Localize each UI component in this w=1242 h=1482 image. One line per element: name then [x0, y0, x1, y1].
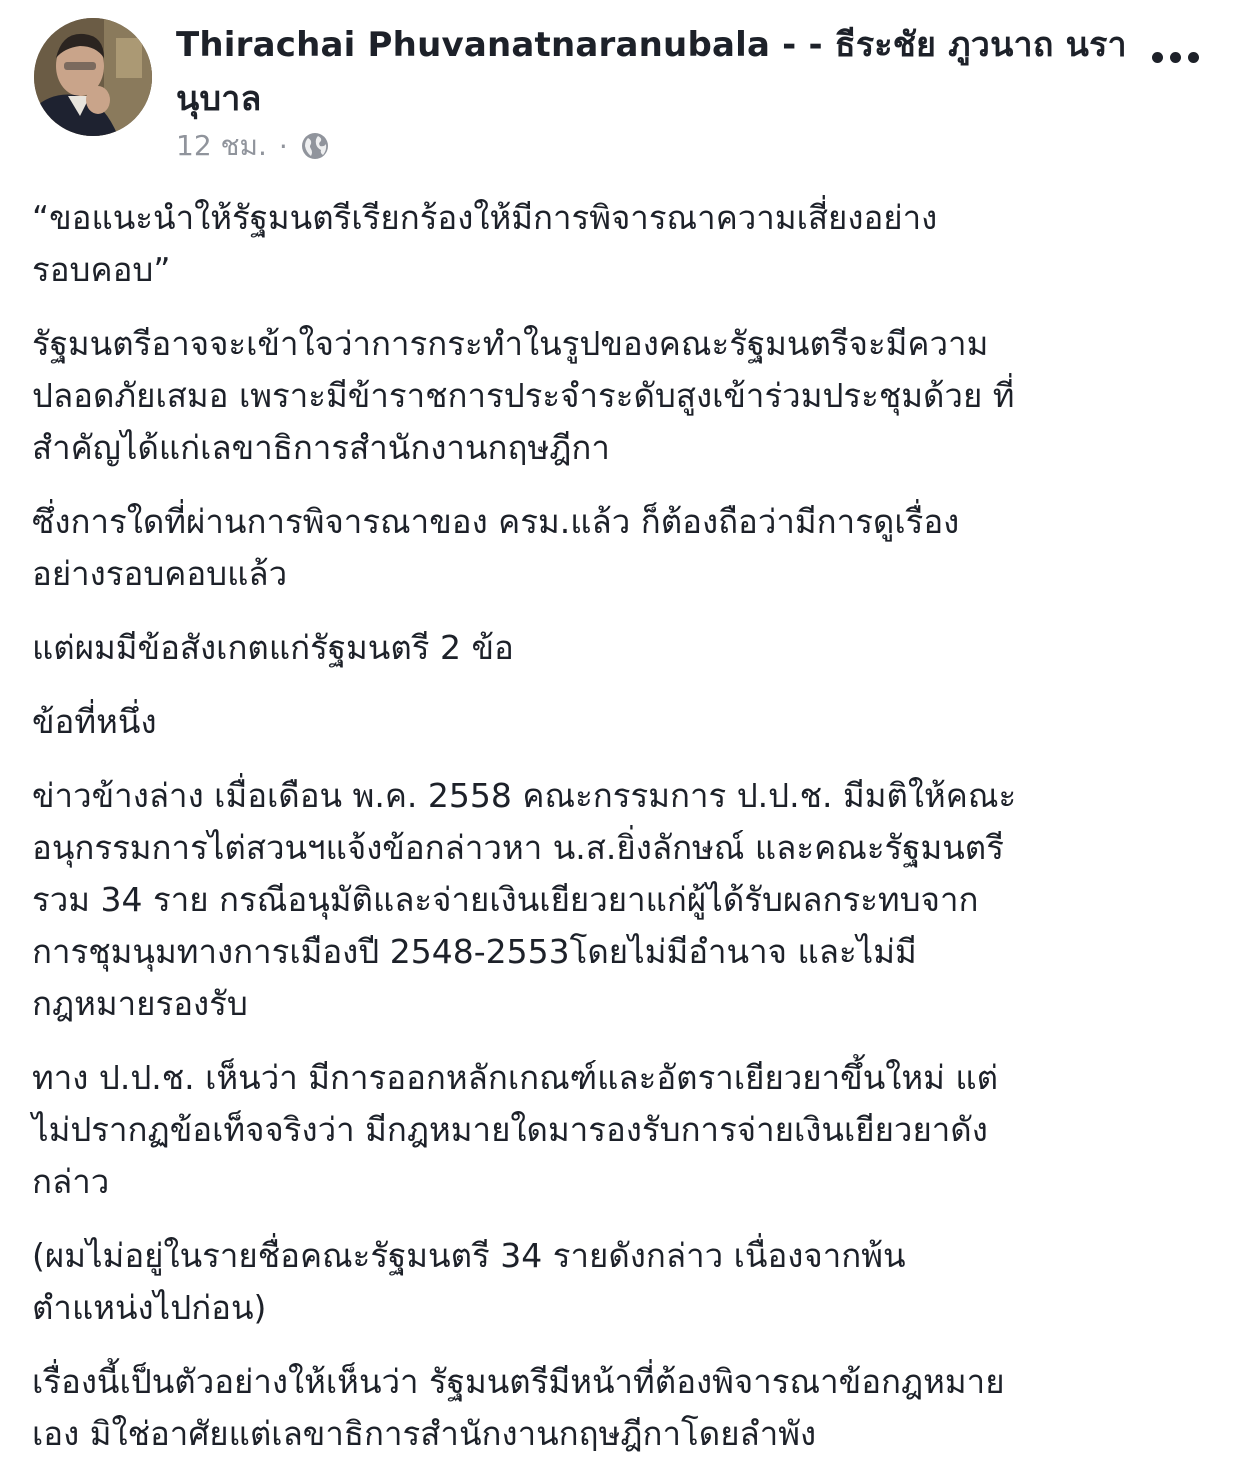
author-name[interactable]: Thirachai Phuvanatnaranubala - - ธีระชัย ภูวนาถ นรานุบาล [176, 25, 1127, 119]
more-options-button[interactable] [1146, 36, 1206, 76]
post-paragraph: ซึ่งการใดที่ผ่านการพิจารณาของ ครม.แล้ว ก็ต้องถือว่ามีการดูเรื่อง อย่างรอบคอบแล้ว [32, 502, 960, 593]
avatar[interactable] [34, 18, 152, 136]
post-paragraph: ข้อที่หนึ่ง [32, 702, 157, 741]
avatar-photo [34, 18, 152, 136]
post-meta [176, 126, 330, 166]
more-options-icon-dot-3 [1188, 52, 1199, 63]
post-paragraph: รัฐมนตรีอาจจะเข้าใจว่าการกระทำในรูปของคณะรัฐมนตรีจะมีความ ปลอดภัยเสมอ เพราะมีข้าราชการประจำระดับสูงเข้าร่วมประชุมด้วย ที่ สำคัญได้แก่เลขาธิการสำนักงานกฤษฎีกา [32, 324, 1015, 467]
more-options-icon-dot-2 [1170, 52, 1181, 63]
post-timestamp[interactable]: 12 ชม. [176, 129, 267, 162]
meta-separator: · [278, 129, 288, 163]
post-body [32, 192, 1216, 1482]
post-paragraph: “ขอแนะนำให้รัฐมนตรีเรียกร้องให้มีการพิจารณาความเสี่ยงอย่าง รอบคอบ” [32, 198, 938, 289]
post-paragraph: ข่าวข้างล่าง เมื่อเดือน พ.ค. 2558 คณะกรรมการ ป.ป.ช. มีมติให้คณะ อนุกรรมการไต่สวนฯแจ้งข้อกล่าวหา น.ส.ยิ่งลักษณ์ และคณะรัฐมนตรี รวม 34 ราย กรณีอนุมัติและจ่ายเงินเยียวยาแก่ผู้ได้รับผลกระทบจาก การชุมนุมทางการเมืองปี 2548-2553โดยไม่มีอำนาจ และไม่มี กฎหมายรองรับ [32, 776, 1017, 1023]
more-options-icon [1152, 52, 1163, 63]
globe-icon[interactable] [300, 131, 330, 161]
post-paragraph: แต่ผมมีข้อสังเกตแก่รัฐมนตรี 2 ข้อ [32, 628, 514, 667]
post-paragraph: เรื่องนี้เป็นตัวอย่างให้เห็นว่า รัฐมนตรีมีหน้าที่ต้องพิจารณาข้อกฎหมาย เอง มิใช่อาศัยแต่เลขาธิการสำนักงานกฤษฎีกาโดยลำพัง [32, 1362, 1005, 1453]
post-header [0, 0, 1242, 170]
post-paragraph: (ผมไม่อยู่ในรายชื่อคณะรัฐมนตรี 34 รายดังกล่าว เนื่องจากพ้น ตำแหน่งไปก่อน) [32, 1236, 906, 1327]
post-paragraph: ทาง ป.ป.ช. เห็นว่า มีการออกหลักเกณฑ์และอัตราเยียวยาขึ้นใหม่ แต่ ไม่ปรากฏข้อเท็จจริงว่า มีกฎหมายใดมารองรับการจ่ายเงินเยียวยาดัง กล่าว [32, 1058, 999, 1201]
